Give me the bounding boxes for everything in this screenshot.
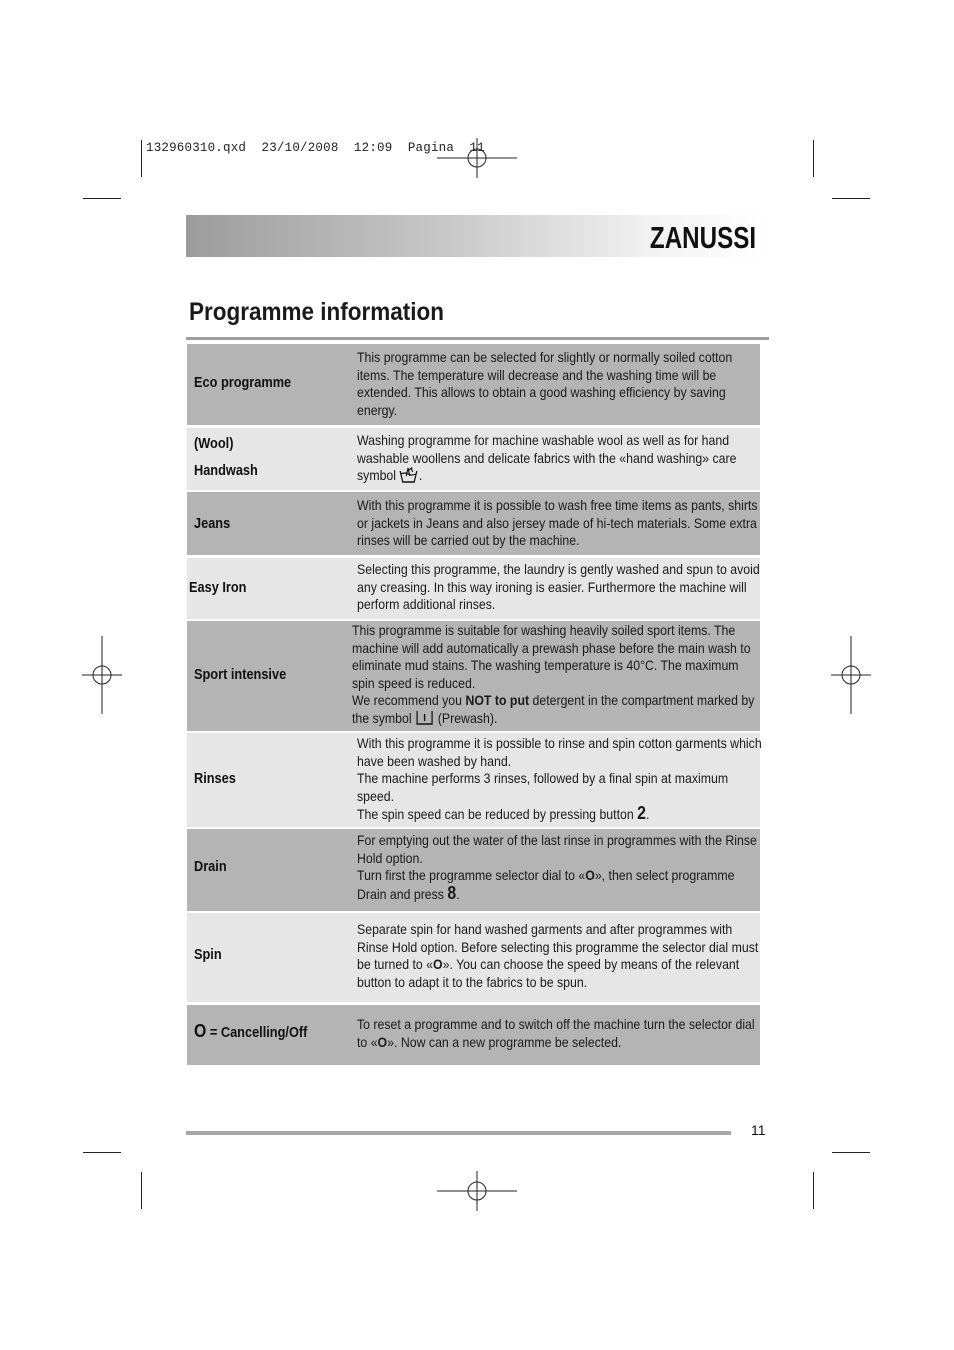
header-banner xyxy=(186,215,770,257)
footer-divider xyxy=(186,1131,731,1135)
programme-description: To reset a programme and to switch off the machine turn the selector dial to «O». Now can a new programme be selected. xyxy=(357,1016,755,1050)
page-title: Programme information xyxy=(189,298,445,326)
programme-name: O = Cancelling/Off xyxy=(194,1021,308,1041)
registration-mark-bottom xyxy=(437,1171,517,1211)
programme-name: Spin xyxy=(194,947,222,963)
programme-name: Sport intensive xyxy=(194,667,287,683)
table-row xyxy=(187,913,760,1002)
registration-mark-right xyxy=(831,636,871,714)
table-row xyxy=(187,428,760,490)
programme-description: With this programme it is possible to wash free time items as pants, shirts or jackets in Jeans and also jersey made of hi-tech materials. Some extra rinses will be carried out by the machine. xyxy=(357,497,758,549)
table-row xyxy=(187,344,760,425)
table-row xyxy=(187,492,760,555)
table-row xyxy=(187,733,760,827)
hand-wash-icon xyxy=(399,467,418,488)
brand-logo: ZANUSSI xyxy=(649,220,756,255)
programme-name: Rinses xyxy=(194,771,236,787)
programme-name: Eco programme xyxy=(194,375,292,391)
registration-mark-top xyxy=(437,138,517,178)
programme-description: Washing programme for machine washable wool as well as for hand washable woollens and delicate fabrics with the «hand washing» care symbol . xyxy=(357,432,762,488)
programme-description: This programme is suitable for washing heavily soiled sport items. The machine will add automatically a prewash phase before the main wash to eliminate mud stains. The washing temperature is 40°C. The maximum spin speed is reduced. We recommend you NOT to put detergent in the compartment marked by the symbol (Prewash). xyxy=(352,622,757,731)
table-row xyxy=(187,558,760,619)
programme-name-line2: Handwash xyxy=(194,463,258,479)
programme-description: Selecting this programme, the laundry is gently washed and spun to avoid any creasing. In this way ironing is easier. Furthermore the machine will perform additional rinses. xyxy=(357,561,760,613)
title-divider xyxy=(186,337,769,340)
programme-description: For emptying out the water of the last rinse in programmes with the Rinse Hold option. Turn first the programme selector dial to «O», then select programme Drain and press 8. xyxy=(357,832,757,903)
programme-description: With this programme it is possible to rinse and spin cotton garments which have been washed by hand. The machine performs 3 rinses, followed by a final spin at maximum speed. The spin speed can be reduced by pressing button 2. xyxy=(357,735,762,824)
programme-description: This programme can be selected for slightly or normally soiled cotton items. The temperature will decrease and the washing time will be extended. This allows to obtain a good washing efficiency by saving energy. xyxy=(357,349,733,418)
table-row xyxy=(187,829,760,911)
programme-name: Drain xyxy=(194,859,227,875)
print-header: 132960310.qxd 23/10/2008 12:09 Pagina 11 xyxy=(146,141,485,155)
prewash-icon xyxy=(415,710,434,731)
registration-mark-left xyxy=(82,636,122,714)
programme-description: Separate spin for hand washed garments and after programmes with Rinse Hold option. Before selecting this programme the selector dial must be turned to «O». You can choose the speed by means of the relevant button to adapt it to the fabrics to be spun. xyxy=(357,921,759,990)
programme-name: Jeans xyxy=(194,516,231,532)
programme-name-line1: (Wool) xyxy=(194,436,234,452)
programme-name: Easy Iron xyxy=(189,580,247,596)
table-row xyxy=(187,1005,760,1065)
table-row xyxy=(187,621,760,731)
page-number: 11 xyxy=(751,1122,766,1138)
